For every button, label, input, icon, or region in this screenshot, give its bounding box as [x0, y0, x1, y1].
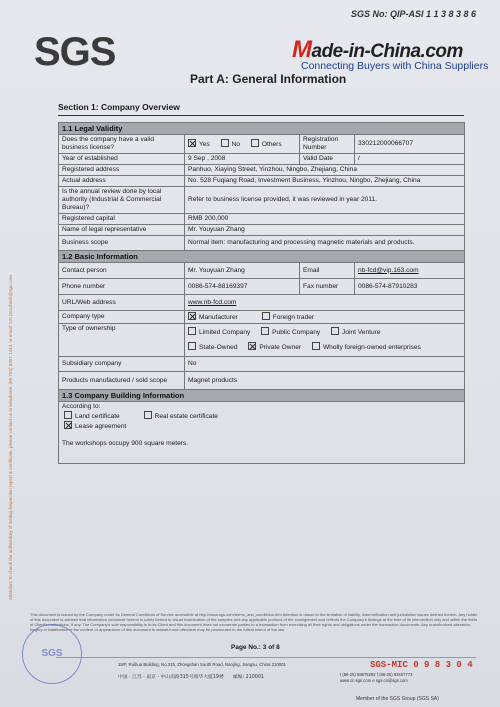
contact-block: [340, 672, 412, 684]
joint-venture-label: Joint Venture: [342, 329, 381, 336]
real-estate-label: Real estate certificate: [154, 413, 218, 420]
products-label: Products manufactured / sold scope: [59, 372, 185, 390]
public-company-label: Public Company: [272, 329, 321, 336]
phone-label: Phone number: [59, 279, 185, 295]
registered-address-value: Panhuo, Xiaying Street, Yinzhou, Ningbo, Zhejiang, China: [185, 165, 465, 176]
land-certificate-label: Land certificate: [75, 413, 120, 420]
land-certificate-checkbox[interactable]: [64, 411, 72, 419]
registered-address-label: Registered address: [59, 165, 185, 176]
subsidiary-value: No: [185, 357, 465, 372]
registered-capital-label: Registered capital: [59, 214, 185, 225]
section-divider: [58, 115, 464, 116]
legal-validity-header: 1.1 Legal Validity: [59, 123, 465, 135]
yes-label: Yes: [199, 141, 210, 148]
side-authenticity-note: Attention: To check the authenticity of testing /inspection report & certificate, please contact us at telephone: (86-755) 8307 1443, or email: CN.Doccheck@sgs.com: [8, 275, 13, 600]
address-chinese-line: 中国 · 江苏 · 南京 · 中山南路315号瑞华大厦19楼: [118, 675, 224, 680]
foreign-trader-checkbox[interactable]: [262, 312, 270, 320]
sgs-logo: SGS: [34, 30, 116, 74]
address-chinese: [118, 673, 264, 680]
year-established-label: Year of established: [59, 154, 185, 165]
lease-agreement-checkbox[interactable]: [64, 421, 72, 429]
license-question: Does the company have a valid business license?: [59, 135, 185, 154]
building-info-body: [59, 402, 465, 464]
no-checkbox[interactable]: [221, 139, 229, 147]
state-owned-checkbox[interactable]: [188, 342, 196, 350]
business-scope-value: Normal item: manufacturing and processing magnetic materials and products.: [185, 236, 465, 251]
annual-review-question: Is the annual review done by local authority (Industrial & Commercial Bureau)?: [59, 187, 185, 214]
valid-date-value: /: [355, 154, 465, 165]
url-label: URL/Web address: [59, 295, 185, 311]
address-english: 19/F, Ruihua Building, No.315, Zhongshan South Road, Nanjing, Jiangsu, China 210001: [118, 662, 286, 667]
section-title: Section 1: Company Overview: [58, 102, 180, 112]
actual-address-label: Actual address: [59, 176, 185, 187]
fax-value: 0086-574-87910283: [355, 279, 465, 295]
legal-rep-value: Mr. Youyuan Zhang: [185, 225, 465, 236]
according-to-label: According to:: [62, 403, 101, 410]
email-label: Email: [300, 263, 355, 279]
footer-divider: [56, 657, 476, 658]
no-label: No: [231, 141, 241, 148]
license-options: [185, 135, 300, 154]
manufacturer-label: Manufacturer: [199, 314, 238, 321]
disclaimer-text: This document is issued by the Company under its General Conditions of Service accessible at http://www.sgs.com/terms_and_conditions.htm Attention is drawn to the limitation of liability, indemnification and jurisdiction issues defined therein. Any holder of this document is advised that information contained hereon is solely limited to visual examination of the samples and any applicable portions of the consignment and reflects the Company's findings at the time of its intervention only and within the limits of Client's instructions, if any. The Company's sole responsibility is to its Client and this document does not exonerate parties to a transaction from exercising all their rights and obligations under the transaction documents. Any unauthorized alteration, forgery or falsification of the content or appearance of this document is unlawful and offenders may be prosecuted to the fullest extent of the law.: [30, 612, 478, 632]
ownership-label: Type of ownership: [59, 324, 185, 357]
subsidiary-label: Subsidiary company: [59, 357, 185, 372]
registered-capital-value: RMB 200,000: [185, 214, 465, 225]
basic-info-header: 1.2 Basic Information: [59, 251, 465, 263]
annual-review-answer: Refer to business license provided, it was reviewed in year 2011.: [185, 187, 465, 214]
url-value[interactable]: www.nb-fcd.com: [185, 295, 465, 311]
limited-company-label: Limited Company: [199, 329, 251, 336]
limited-company-checkbox[interactable]: [188, 327, 196, 335]
sgs-stamp: SGS: [22, 624, 82, 684]
business-scope-label: Business scope: [59, 236, 185, 251]
building-info-header: 1.3 Company Building Information: [59, 390, 465, 402]
others-checkbox[interactable]: [251, 139, 259, 147]
company-overview-form: [58, 122, 464, 464]
wholly-foreign-checkbox[interactable]: [312, 342, 320, 350]
page-title: Part A: General Information: [190, 72, 347, 86]
private-owner-label: Private Owner: [259, 344, 302, 351]
public-company-checkbox[interactable]: [261, 327, 269, 335]
yes-checkbox[interactable]: [188, 139, 196, 147]
page-number: Page No.: 3 of 8: [231, 644, 280, 651]
joint-venture-checkbox[interactable]: [331, 327, 339, 335]
mic-tagline: Connecting Buyers with China Suppliers: [301, 60, 489, 72]
foreign-trader-label: Foreign trader: [272, 314, 315, 321]
fax-label: Fax number: [300, 279, 355, 295]
mic-logo-initial: M: [292, 36, 312, 63]
lease-agreement-label: Lease agreement: [75, 423, 127, 430]
phone-value: 0086-574-88169397: [185, 279, 300, 295]
private-owner-checkbox[interactable]: [248, 342, 256, 350]
company-type-options: [185, 311, 465, 324]
others-label: Others: [261, 141, 282, 148]
postal-code: 邮编: 210001: [232, 675, 264, 680]
wholly-foreign-label: Wholly foreign-owned enterprises: [322, 344, 421, 351]
web-email-line: www.cn.sgs.com e sgs.cn@sgs.com: [340, 678, 408, 683]
email-value[interactable]: nb-fcd@vip.163.com: [355, 263, 465, 279]
contact-person-value: Mr. Youyuan Zhang: [185, 263, 300, 279]
year-established-value: 9 Sep , 2008: [185, 154, 300, 165]
registration-number-label: Registration Number: [300, 135, 355, 154]
sgs-number: SGS No: QIP-ASI 1 1 3 8 3 8 6: [350, 9, 476, 19]
phone-fax-line: t (86-25) 58675282 f (86-25) 83407773: [340, 672, 413, 677]
products-value: Magnet products: [185, 372, 465, 390]
actual-address-value: No. 528 Fuqiang Road, Investment Business, Yinzhou, Ningbo, Zhejiang, China: [185, 176, 465, 187]
valid-date-label: Valid Date: [300, 154, 355, 165]
mic-logo-rest: ade-in-China.com: [311, 41, 463, 62]
real-estate-checkbox[interactable]: [144, 411, 152, 419]
manufacturer-checkbox[interactable]: [188, 312, 196, 320]
registration-number-value: 330212000066707: [355, 135, 465, 154]
mic-serial-number: SGS-MIC 0 9 8 3 0 4: [370, 660, 473, 670]
company-type-label: Company type: [59, 311, 185, 324]
state-owned-label: State-Owned: [199, 344, 238, 351]
member-of-sgs: Member of the SGS Group (SGS SA): [356, 696, 439, 702]
contact-person-label: Contact person: [59, 263, 185, 279]
ownership-options: [185, 324, 465, 357]
legal-rep-label: Name of legal representative: [59, 225, 185, 236]
workshop-note: The workshops occupy 900 square meters.: [62, 440, 189, 447]
